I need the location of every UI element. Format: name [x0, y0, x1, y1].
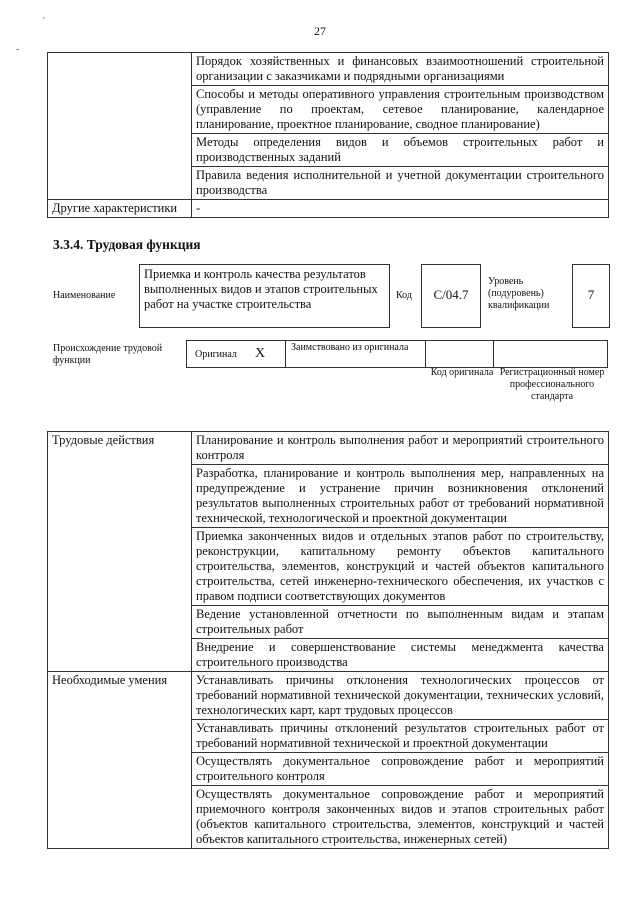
scan-speck: -: [16, 44, 20, 55]
table-label-cell: [48, 53, 192, 200]
table-row: Правила ведения исполнительной и учетной документации строительного производства: [192, 167, 609, 200]
table-row: Способы и методы оперативного управления строительным производством (управление по проектам, сетевое планирование, календарное планирование, проектное планирование, сводное планирование): [192, 86, 609, 134]
table-row: Осуществлять документальное сопровождение работ и мероприятий приемочного контроля законченных видов и этапов строительных работ (объектов капитального строительства, элементов, конструкций и частей объектов капитального строительства, инженерных сетей): [192, 786, 609, 849]
other-characteristics-label: Другие характеристики: [48, 200, 192, 218]
level-box: [572, 264, 610, 328]
section-title: 3.3.4. Трудовая функция: [53, 237, 201, 252]
skills-label: Необходимые умения: [48, 672, 192, 849]
table-row: Ведение установленной отчетности по выполненным видам и этапам строительных работ: [192, 606, 609, 639]
function-name-box: [139, 264, 390, 328]
other-characteristics-value: -: [192, 200, 609, 218]
table-row: Осуществлять документальное сопровождение работ и мероприятий строительного контроля: [192, 753, 609, 786]
borrowed-label: Заимствовано из оригинала: [291, 342, 409, 353]
reg-number-label: Регистрационный номер профессионального стандарта: [499, 367, 605, 402]
code-label: Код: [396, 290, 412, 301]
table-row: Разработка, планирование и контроль выполнения мер, направленных на предупреждение и устранение причин возникновения отклонений результатов выполненных строительных работ от требований нормативной технической, технологической и проектной документации: [192, 465, 609, 528]
function-details-table: [47, 431, 609, 849]
original-label: Оригинал: [195, 349, 237, 360]
name-label: Наименование: [53, 290, 116, 301]
table-row: Устанавливать причины отклонения технологических процессов от требований нормативной технической документации, технических условий, технологических карт, карт трудовых процессов: [192, 672, 609, 720]
origin-label: Происхождение трудовой функции: [53, 343, 163, 366]
original-mark: X: [255, 346, 266, 361]
knowledge-table: [47, 52, 609, 218]
table-row: Устанавливать причины отклонений результатов строительных работ от требований нормативной технической и проектной документации: [192, 720, 609, 753]
code-box: [421, 264, 481, 328]
divider: [285, 341, 286, 367]
actions-label: Трудовые действия: [48, 432, 192, 672]
divider: [493, 341, 494, 367]
table-row: Внедрение и совершенствование системы менеджмента качества строительного производства: [192, 639, 609, 672]
divider: [425, 341, 426, 367]
code-value: С/04.7: [433, 287, 469, 302]
scan-speck: ': [43, 16, 45, 27]
level-label: Уровень (подуровень) квалификации: [488, 276, 550, 311]
level-value: 7: [587, 287, 595, 302]
page-number: 27: [314, 24, 326, 38]
function-name: Приемка и контроль качества результатов выполненных видов и этапов строительных работ на участке строительства: [144, 267, 378, 311]
code-original-label: Код оригинала: [430, 367, 494, 378]
table-row: Методы определения видов и объемов строительных работ и производственных заданий: [192, 134, 609, 167]
table-row: Приемка законченных видов и отдельных этапов работ по строительству, реконструкции, капитальному ремонту объектов капитального строительства, элементов, конструкций и частей объектов капитального строительства, сетей инженерно-технического обеспечения, их участков с правом подписи соответствующих документов: [192, 528, 609, 606]
table-row: Планирование и контроль выполнения работ и мероприятий строительного контроля: [192, 432, 609, 465]
origin-row: [186, 340, 608, 368]
table-row: Порядок хозяйственных и финансовых взаимоотношений строительной организации с заказчиками и подрядными организациями: [192, 53, 609, 86]
